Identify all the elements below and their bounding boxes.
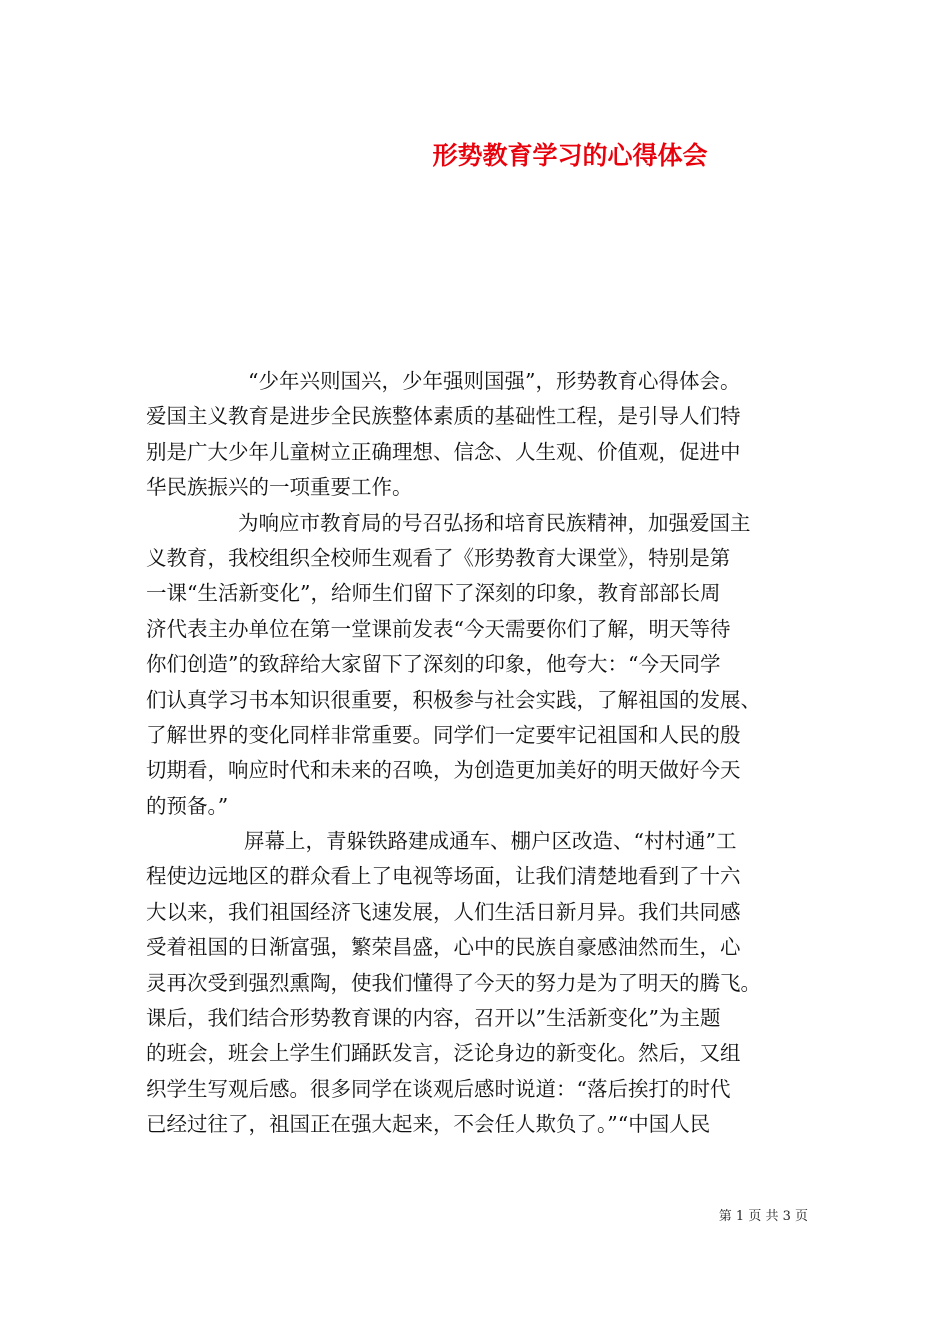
text-line: 们认真学习书本知识很重要，积极参与社会实践，了解祖国的发展、: [146, 687, 761, 712]
text-line: 切期看，响应时代和未来的召唤，为创造更加美好的明天做好今天: [146, 758, 741, 783]
text-line: 义教育，我校组织全校师生观看了《形势教育大课堂》，特别是第: [146, 545, 731, 570]
text-line: “少年兴则国兴，少年强则国强”，形势教育心得体会。: [248, 369, 741, 393]
text-line: 灵再次受到强烈熏陶，使我们懂得了今天的努力是为了明天的腾飞。: [146, 970, 761, 995]
text-line: 济代表主办单位在第一堂课前发表“今天需要你们了解，明天等待: [146, 616, 731, 641]
text-line: 已经过往了，祖国正在强大起来，不会任人欺负了。”“中国人民: [146, 1112, 711, 1137]
text-line: 织学生写观后感。很多同学在谈观后感时说道：“落后挨打的时代: [146, 1076, 731, 1101]
page-footer: 第 1 页 共 3 页: [718, 1209, 808, 1224]
text-line: 的预备。”: [146, 793, 229, 818]
text-line: 屏幕上，青躲铁路建成通车、棚户区改造、“村村通”工: [244, 829, 737, 854]
text-line: 大以来，我们祖国经济飞速发展，人们生活日新月异。我们共同感: [146, 899, 741, 924]
text-line: 你们创造”的致辞给大家留下了深刻的印象，他夸大：“今天同学: [146, 652, 721, 677]
text-line: 程使边远地区的群众看上了电视等场面，让我们清楚地看到了十六: [146, 864, 741, 889]
document-title: 形势教育学习的心得体会: [432, 141, 708, 170]
text-line: 华民族振兴的一项重要工作。: [146, 475, 413, 500]
text-line: 受着祖国的日渐富强，繁荣昌盛，心中的民族自豪感油然而生，心: [146, 935, 741, 960]
text-line: 的班会，班会上学生们踊跃发言，泛论身边的新变化。然后，又组: [146, 1041, 741, 1066]
text-line: 别是广大少年儿童树立正确理想、信念、人生观、价值观，促进中: [146, 439, 741, 464]
text-line: 爱国主义教育是进步全民族整体素质的基础性工程，是引导人们特: [146, 404, 741, 429]
text-line: 课后，我们结合形势教育课的内容，召开以”生活新变化”为主题: [146, 1006, 721, 1031]
text-line: 一课“生活新变化”，给师生们留下了深刻的印象，教育部部长周: [146, 581, 721, 606]
document-body: [146, 364, 814, 1143]
text-line: 了解世界的变化同样非常重要。同学们一定要牢记祖国和人民的殷: [146, 722, 741, 747]
text-line: 为响应市教育局的号召弘扬和培育民族精神，加强爱国主: [238, 510, 751, 535]
